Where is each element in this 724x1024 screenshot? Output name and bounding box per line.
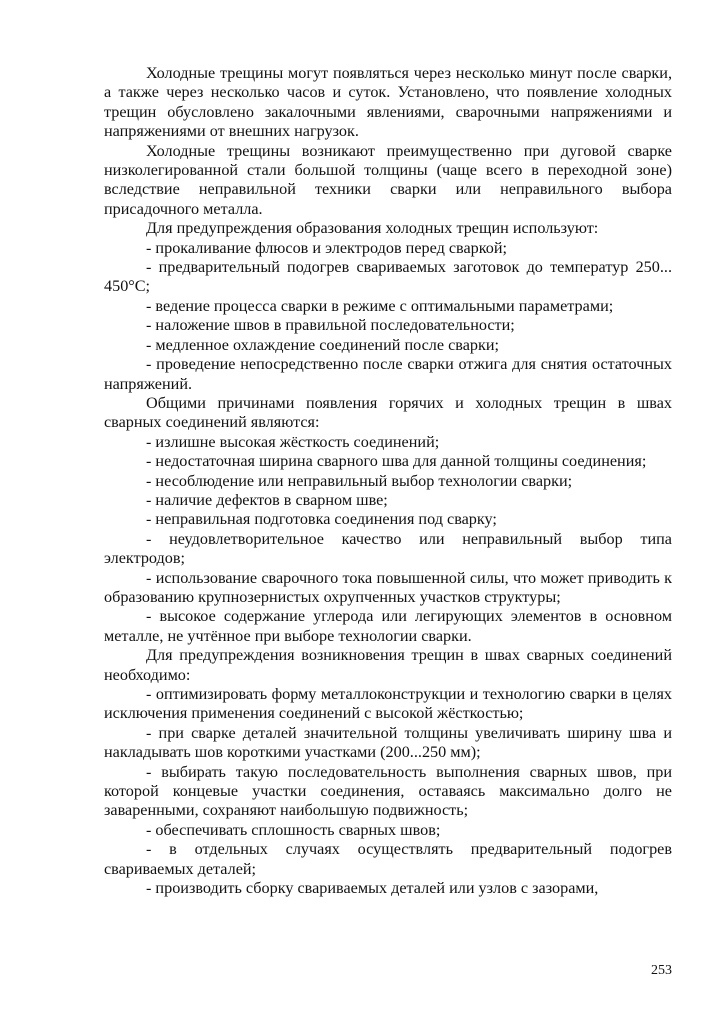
list-item: - прокаливание флюсов и электродов перед сваркой; bbox=[146, 238, 508, 257]
list-item: - медленное охлаждение соединений после сварки; bbox=[146, 335, 500, 354]
list-item: - предварительный подогрев свариваемых заготовок до температур 250... 450°С; bbox=[104, 258, 672, 296]
list-item: - производить сборку свариваемых деталей или узлов с зазорами, bbox=[146, 879, 599, 898]
list-item: - при сварке деталей значительной толщины увеличивать ширину шва и накладывать шов короткими участками (200...250 мм); bbox=[104, 723, 672, 762]
body-text bbox=[104, 64, 672, 898]
paragraph: Холодные трещины могут появляться через несколько минут после сварки, а также через несколько часов и суток. Установлено, что появление холодных трещин обусловлено закалочными явлениями, сварочными напряжениями и напряжениями от внешних нагрузок. bbox=[104, 64, 672, 141]
list-item: - наличие дефектов в сварном шве; bbox=[146, 490, 388, 509]
paragraph: Для предупреждения возникновения трещин в швах сварных соединений необходимо: bbox=[104, 646, 672, 684]
list-item: - неправильная подготовка соединения под сварку; bbox=[146, 510, 497, 529]
list-item: - высокое содержание углерода или легирующих элементов в основном металле, не учтённое при выборе технологии сварки. bbox=[104, 607, 672, 645]
page-number: 253 bbox=[651, 963, 672, 978]
paragraph: Общими причинами появления горячих и холодных трещин в швах сварных соединений являются: bbox=[104, 393, 672, 432]
list-item: - оптимизировать форму металлоконструкции и технологию сварки в целях исключения применения соединений с высокой жёсткостью; bbox=[104, 685, 672, 723]
list-item: - наложение швов в правильной последовательности; bbox=[146, 316, 515, 335]
list-item: - выбирать такую последовательность выполнения сварных швов, при которой концевые участки соединения, оставаясь максимально долго не заваренными, сохраняют наибольшую подвижность; bbox=[104, 762, 672, 820]
paragraph: Для предупреждения образования холодных трещин используют: bbox=[146, 219, 599, 238]
paragraph: Холодные трещины возникают преимущественно при дуговой сварке низколегированной стали большой толщины (чаще всего в переходной зоне) вследствие неправильной техники сварки или неправильного выбора присадочного металла. bbox=[104, 141, 672, 218]
list-item: - излишне высокая жёсткость соединений; bbox=[146, 432, 440, 451]
list-item: - использование сварочного тока повышенной силы, что может приводить к образованию крупнозернистых охрупченных участков структуры; bbox=[104, 568, 672, 606]
list-item: - неудовлетворительное качество или неправильный выбор типа электродов; bbox=[104, 529, 672, 568]
list-item: - обеспечивать сплошность сварных швов; bbox=[146, 820, 441, 839]
list-item: - ведение процесса сварки в режиме с оптимальными параметрами; bbox=[146, 296, 614, 315]
list-item: - проведение непосредственно после сварки отжига для снятия остаточных напряжений. bbox=[104, 355, 672, 393]
list-item: - недостаточная ширина сварного шва для данной толщины соединения; bbox=[146, 452, 647, 471]
list-item: - в отдельных случаях осуществлять предварительный подогрев свариваемых деталей; bbox=[104, 840, 672, 878]
list-item: - несоблюдение или неправильный выбор технологии сварки; bbox=[146, 471, 573, 490]
